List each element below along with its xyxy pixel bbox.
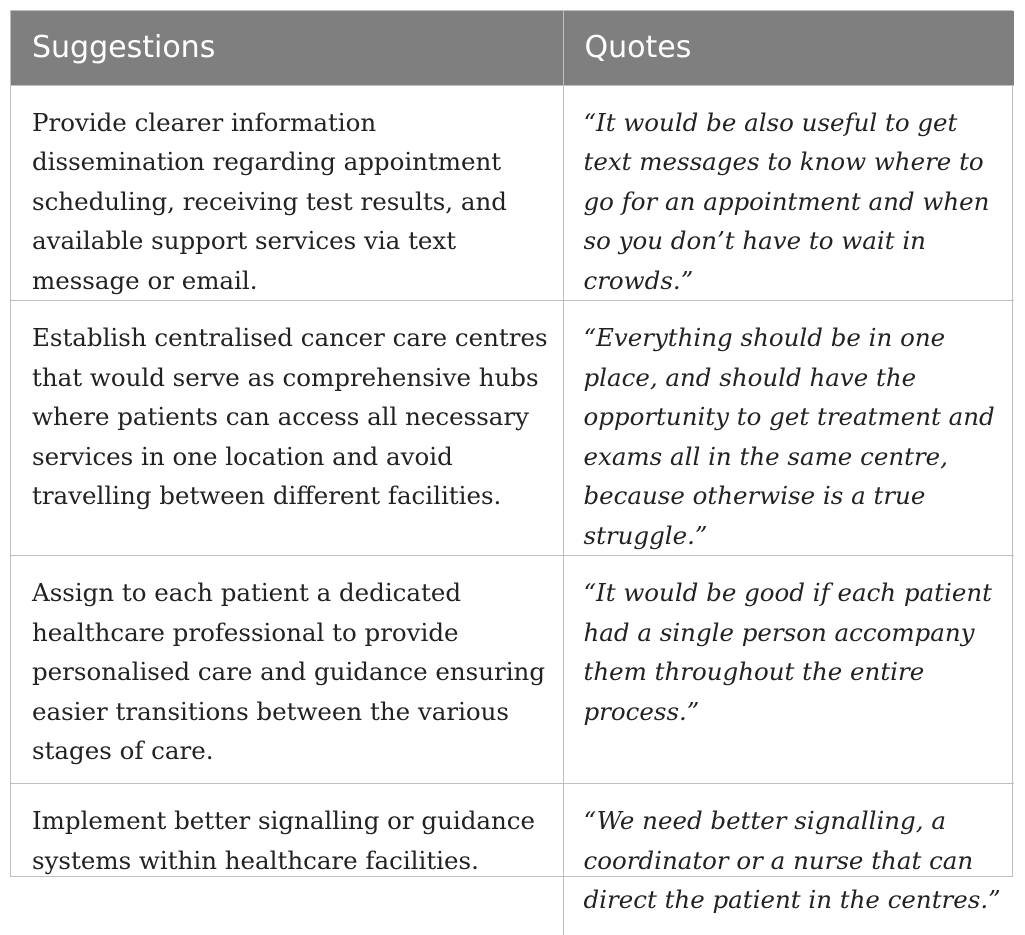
suggestion-cell: Assign to each patient a dedicated healthcare professional to provide personalised care and guidance ensuring easier transitions between the various stages of care. [11, 556, 563, 784]
table [11, 11, 1014, 935]
table-header [11, 11, 1014, 85]
header-quotes: Quotes [563, 11, 1014, 85]
quote-cell: “We need better signalling, a coordinator or a nurse that can direct the patient in the centres.” [563, 784, 1014, 935]
quote-cell: “It would be good if each patient had a single person accompany them throughout the entire process.” [563, 556, 1014, 784]
quote-cell: “It would be also useful to get text messages to know where to go for an appointment and when so you don’t have to wait in crowds.” [563, 85, 1014, 301]
suggestions-table [10, 10, 1013, 914]
header-row [11, 11, 1014, 85]
table-row [11, 556, 1014, 784]
table-row [11, 85, 1014, 301]
suggestion-cell: Provide clearer information dissemination regarding appointment scheduling, receiving test results, and available support services via text message or email. [11, 85, 563, 301]
suggestion-cell: Establish centralised cancer care centres that would serve as comprehensive hubs where patients can access all necessary services in one location and avoid travelling between different facilities. [11, 301, 563, 556]
header-suggestions: Suggestions [32, 30, 216, 66]
quote-cell: “Everything should be in one place, and should have the opportunity to get treatment and exams all in the same centre, because otherwise is a true struggle.” [563, 301, 1014, 556]
table-body [11, 85, 1014, 935]
table-row [11, 301, 1014, 556]
table-row [11, 784, 1014, 935]
suggestion-cell: Implement better signalling or guidance systems within healthcare facilities. [11, 784, 563, 935]
